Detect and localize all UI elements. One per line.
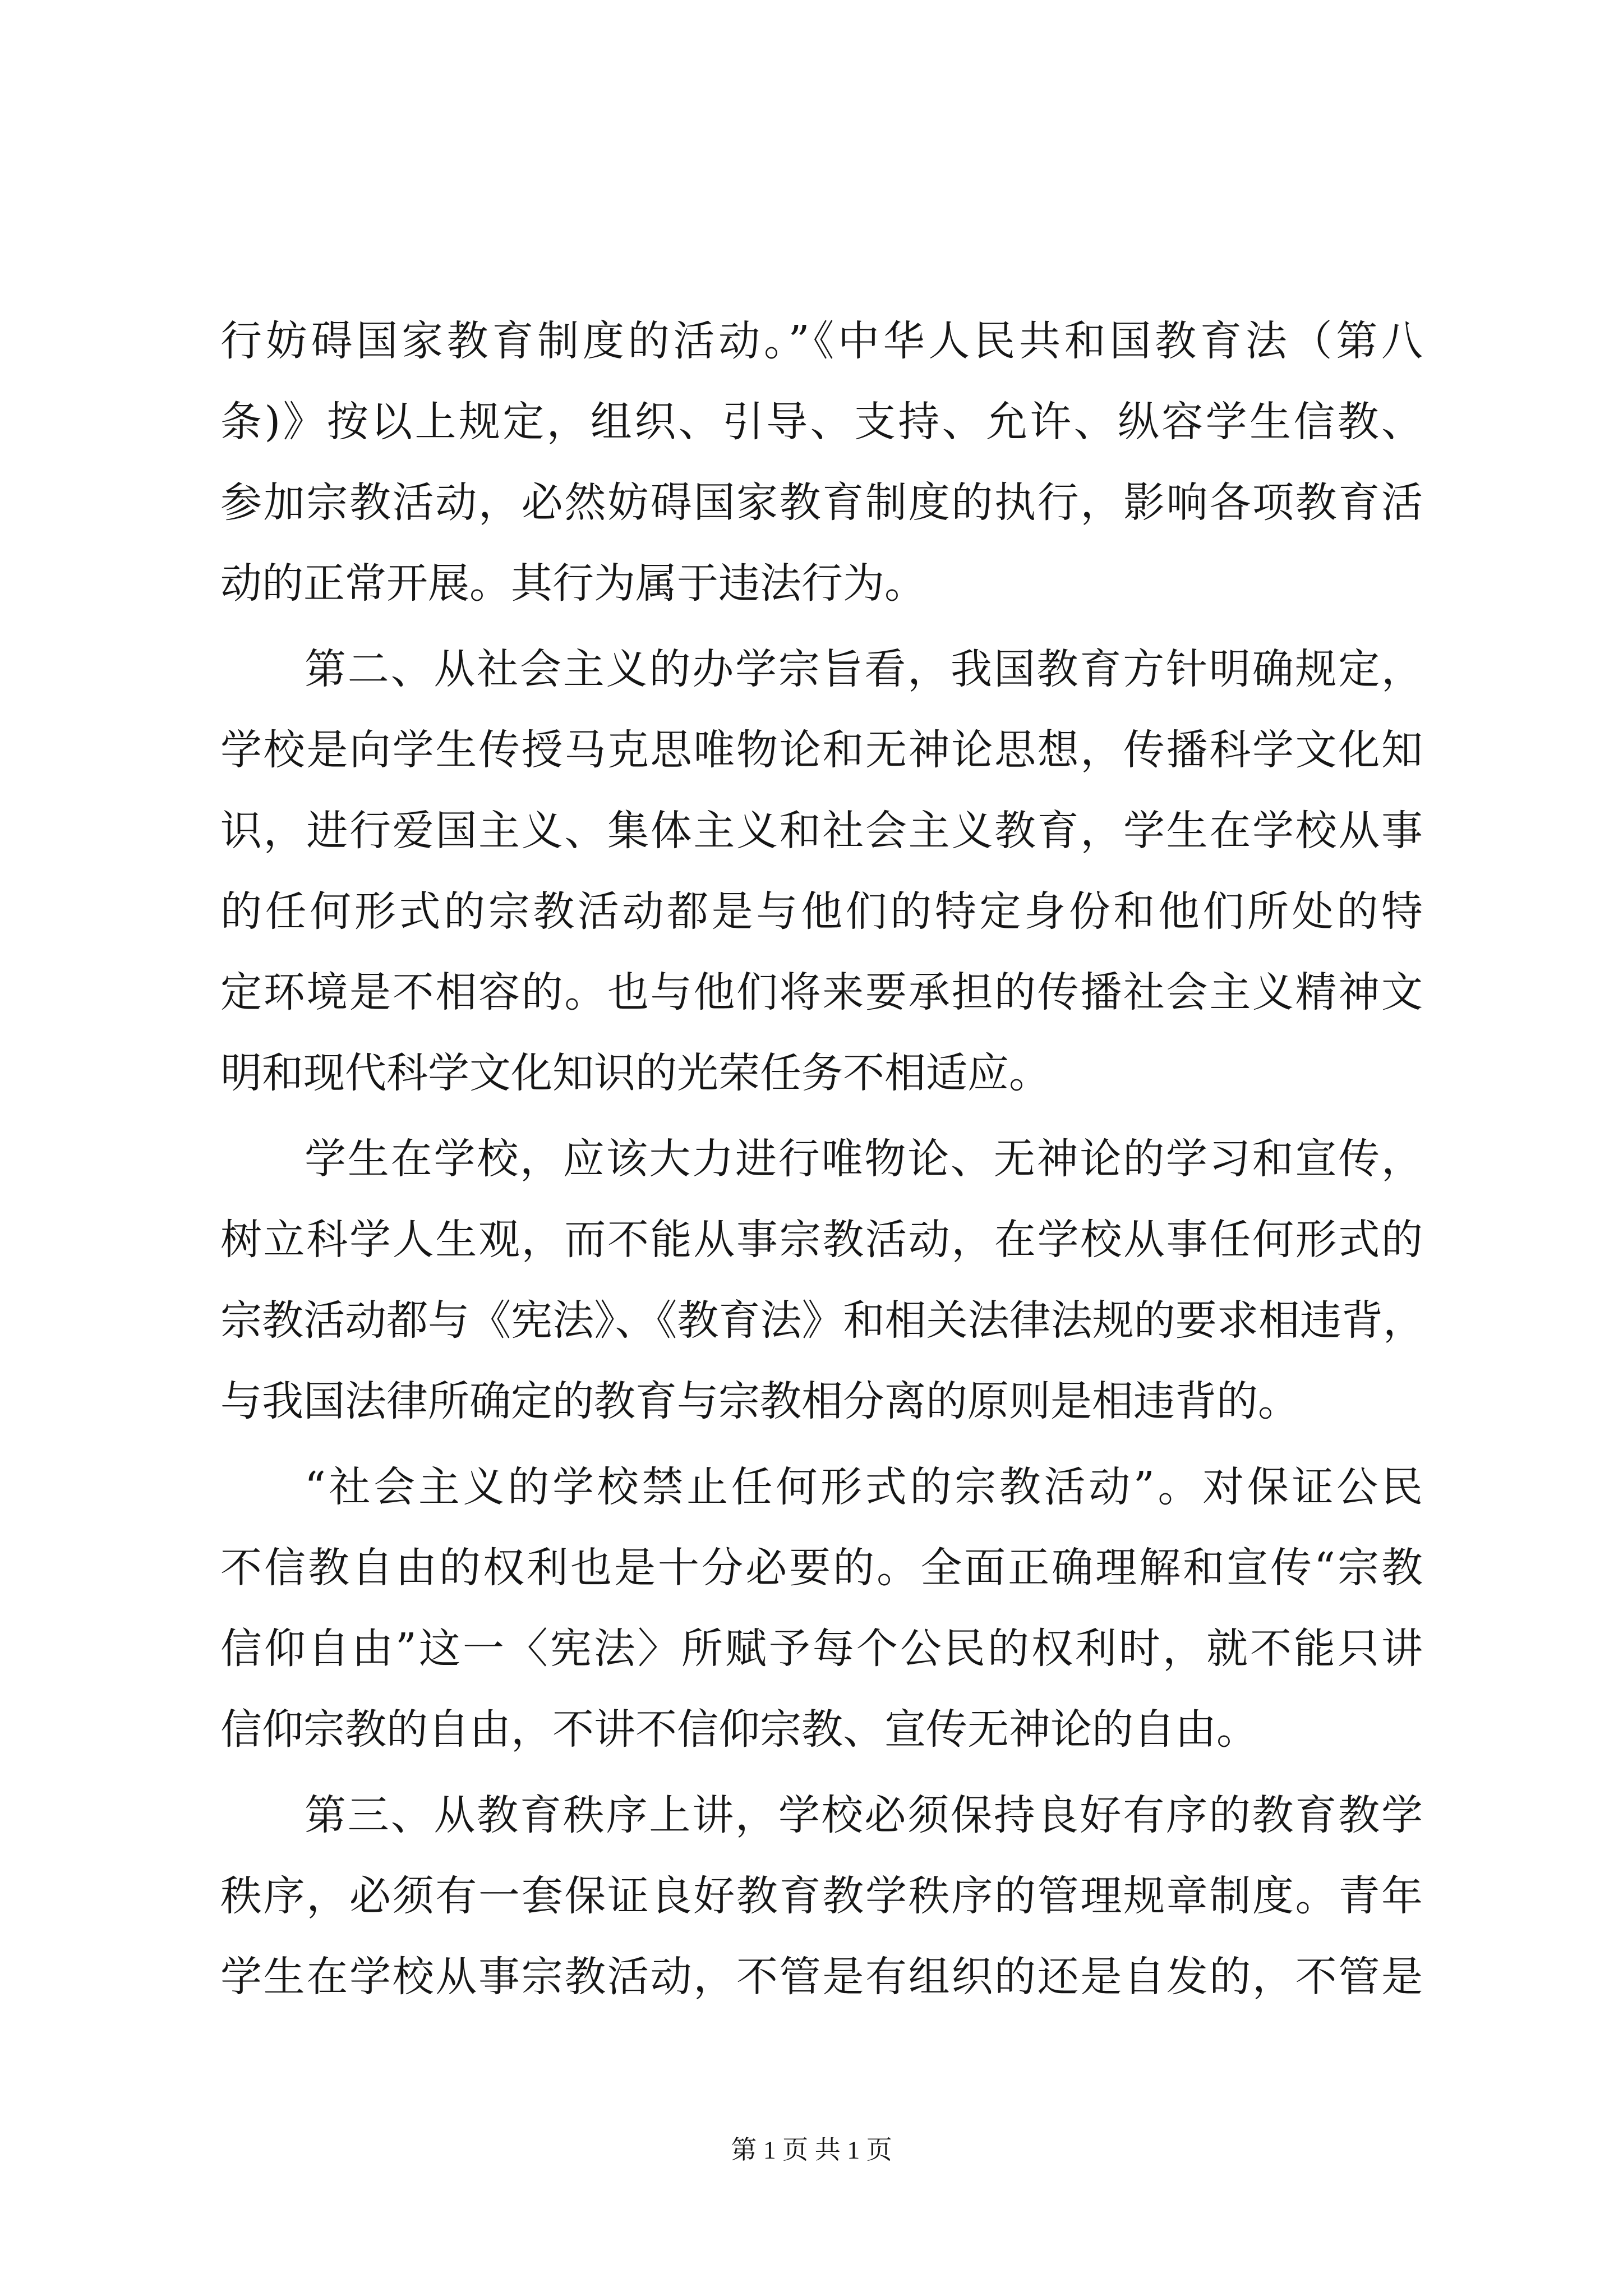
body-text-line: 第二、从社会主义的办学宗旨看，我国教育方针明确规定， — [305, 645, 1423, 693]
paragraph-1 — [220, 301, 1423, 624]
body-text-line: 动的正常开展。其行为属于违法行为。 — [220, 559, 926, 608]
body-text-line: 识，进行爱国主义、集体主义和社会主义教育，学生在学校从事 — [220, 807, 1423, 855]
body-text-line: 的任何形式的宗教活动都是与他们的特定身份和他们所处的特 — [220, 887, 1423, 936]
body-text-line: 秩序，必须有一套保证良好教育教学秩序的管理规章制度。青年 — [220, 1872, 1423, 1920]
body-text-line: 信仰自由”这一〈宪法〉所赋予每个公民的权利时，就不能只讲 — [220, 1625, 1423, 1673]
paragraph-5 — [220, 1775, 1423, 2017]
body-text-line: 学校是向学生传授马克思唯物论和无神论思想，传播科学文化知 — [220, 726, 1423, 774]
paragraph-3 — [220, 1119, 1423, 1442]
body-text-line: 条)》按以上规定，组织、引导、支持、允许、纵容学生信教、 — [220, 398, 1423, 446]
body-text-line: 定环境是不相容的。也与他们将来要承担的传播社会主义精神文 — [220, 968, 1423, 1016]
body-text-line: 与我国法律所确定的教育与宗教相分离的原则是相违背的。 — [220, 1377, 1299, 1425]
document-body — [220, 301, 1423, 2017]
body-text-line: 树立科学人生观，而不能从事宗教活动，在学校从事任何形式的 — [220, 1216, 1423, 1264]
body-text-line: 明和现代科学文化知识的光荣任务不相适应。 — [220, 1049, 1050, 1097]
page-footer: 第 1 页 共 1 页 — [731, 2136, 892, 2164]
body-text-line: 不信教自由的权利也是十分必要的。全面正确理解和宣传“宗教 — [220, 1544, 1423, 1592]
body-text-line: 信仰宗教的自由，不讲不信仰宗教、宣传无神论的自由。 — [220, 1705, 1258, 1754]
body-text-line: 参加宗教活动，必然妨碍国家教育制度的执行，影响各项教育活 — [220, 478, 1423, 527]
paragraph-4 — [220, 1447, 1423, 1770]
body-text-line: 宗教活动都与《宪法》、《教育法》和相关法律法规的要求相违背， — [220, 1296, 1423, 1345]
body-text-line: “社会主义的学校禁止任何形式的宗教活动”。对保证公民 — [305, 1463, 1423, 1511]
body-text-line: 行妨碍国家教育制度的活动。”《中华人民共和国教育法（第八 — [220, 317, 1423, 365]
body-text-line: 学生在学校从事宗教活动，不管是有组织的还是自发的，不管是 — [220, 1953, 1423, 2001]
paragraph-2 — [220, 629, 1423, 1114]
body-text-line: 第三、从教育秩序上讲，学校必须保持良好有序的教育教学 — [305, 1791, 1423, 1839]
body-text-line: 学生在学校，应该大力进行唯物论、无神论的学习和宣传， — [305, 1135, 1423, 1183]
